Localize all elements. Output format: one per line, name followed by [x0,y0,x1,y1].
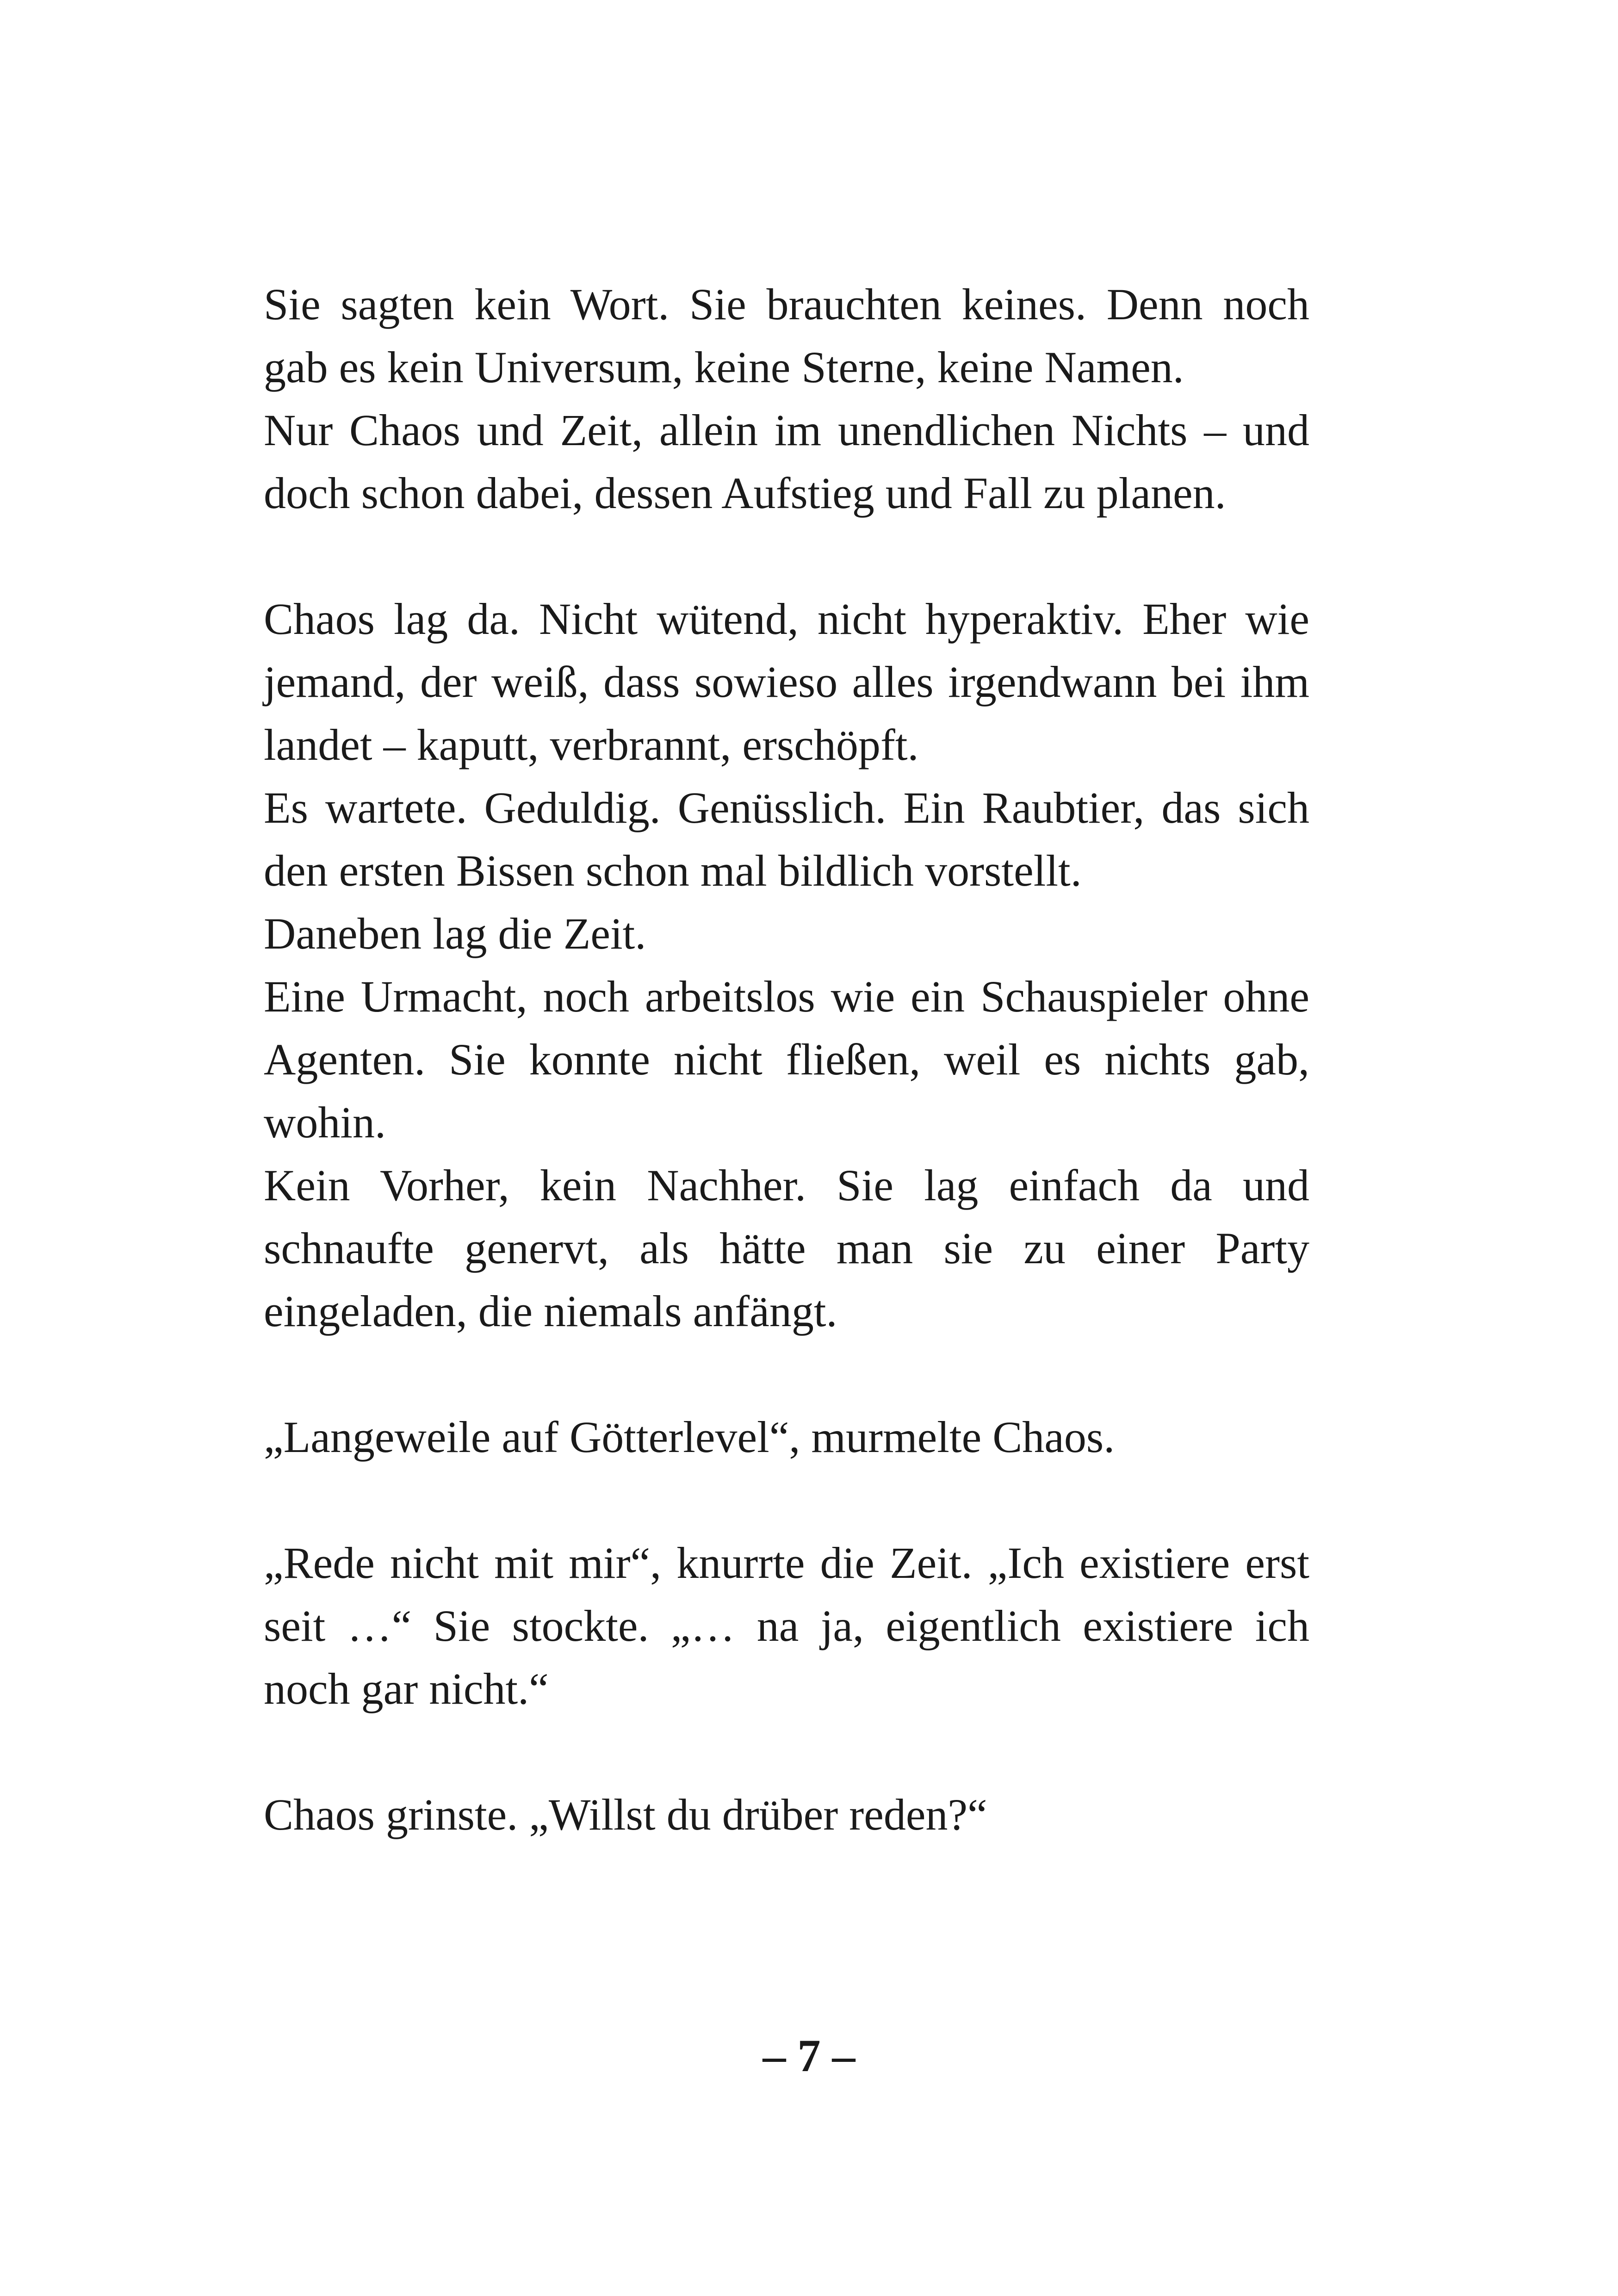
body-text [264,273,1309,1846]
paragraph-3: Chaos lag da. Nicht wütend, nicht hyperaktiv. Eher wie jemand, der weiß, dass sowieso alles irgendwann bei ihm landet – kaputt, verbrannt, erschöpft. [264,594,1309,769]
paragraph-gap [264,1720,1309,1783]
paragraph-5: Daneben lag die Zeit. [264,909,646,958]
page-number: – 7 – [763,2030,855,2081]
paragraph-gap [264,1469,1309,1532]
paragraph-6: Eine Urmacht, noch arbeitslos wie ein Schauspieler ohne Agenten. Sie konnte nicht fließen, weil es nichts gab, wohin. [264,972,1309,1147]
paragraph-7: Kein Vorher, kein Nachher. Sie lag einfach da und schnaufte genervt, als hätte man sie zu einer Party eingeladen, die niemals anfängt. [264,1160,1309,1336]
paragraph-2: Nur Chaos und Zeit, allein im unendlichen Nichts – und doch schon dabei, dessen Aufstieg und Fall zu planen. [264,405,1309,518]
paragraph-10: Chaos grinste. „Willst du drüber reden?“ [264,1790,987,1839]
paragraph-8: „Langeweile auf Götterlevel“, murmelte Chaos. [264,1412,1115,1462]
paragraph-gap [264,525,1309,588]
paragraph-1: Sie sagten kein Wort. Sie brauchten keines. Denn noch gab es kein Universum, keine Sterne, keine Namen. [264,279,1309,392]
paragraph-gap [264,1343,1309,1406]
paragraph-4: Es wartete. Geduldig. Genüsslich. Ein Raubtier, das sich den ersten Bissen schon mal bildlich vorstellt. [264,783,1309,895]
paragraph-9: „Rede nicht mit mir“, knurrte die Zeit. „Ich existiere erst seit …“ Sie stockte. „… na ja, eigentlich existiere ich noch gar nicht.“ [264,1538,1309,1713]
